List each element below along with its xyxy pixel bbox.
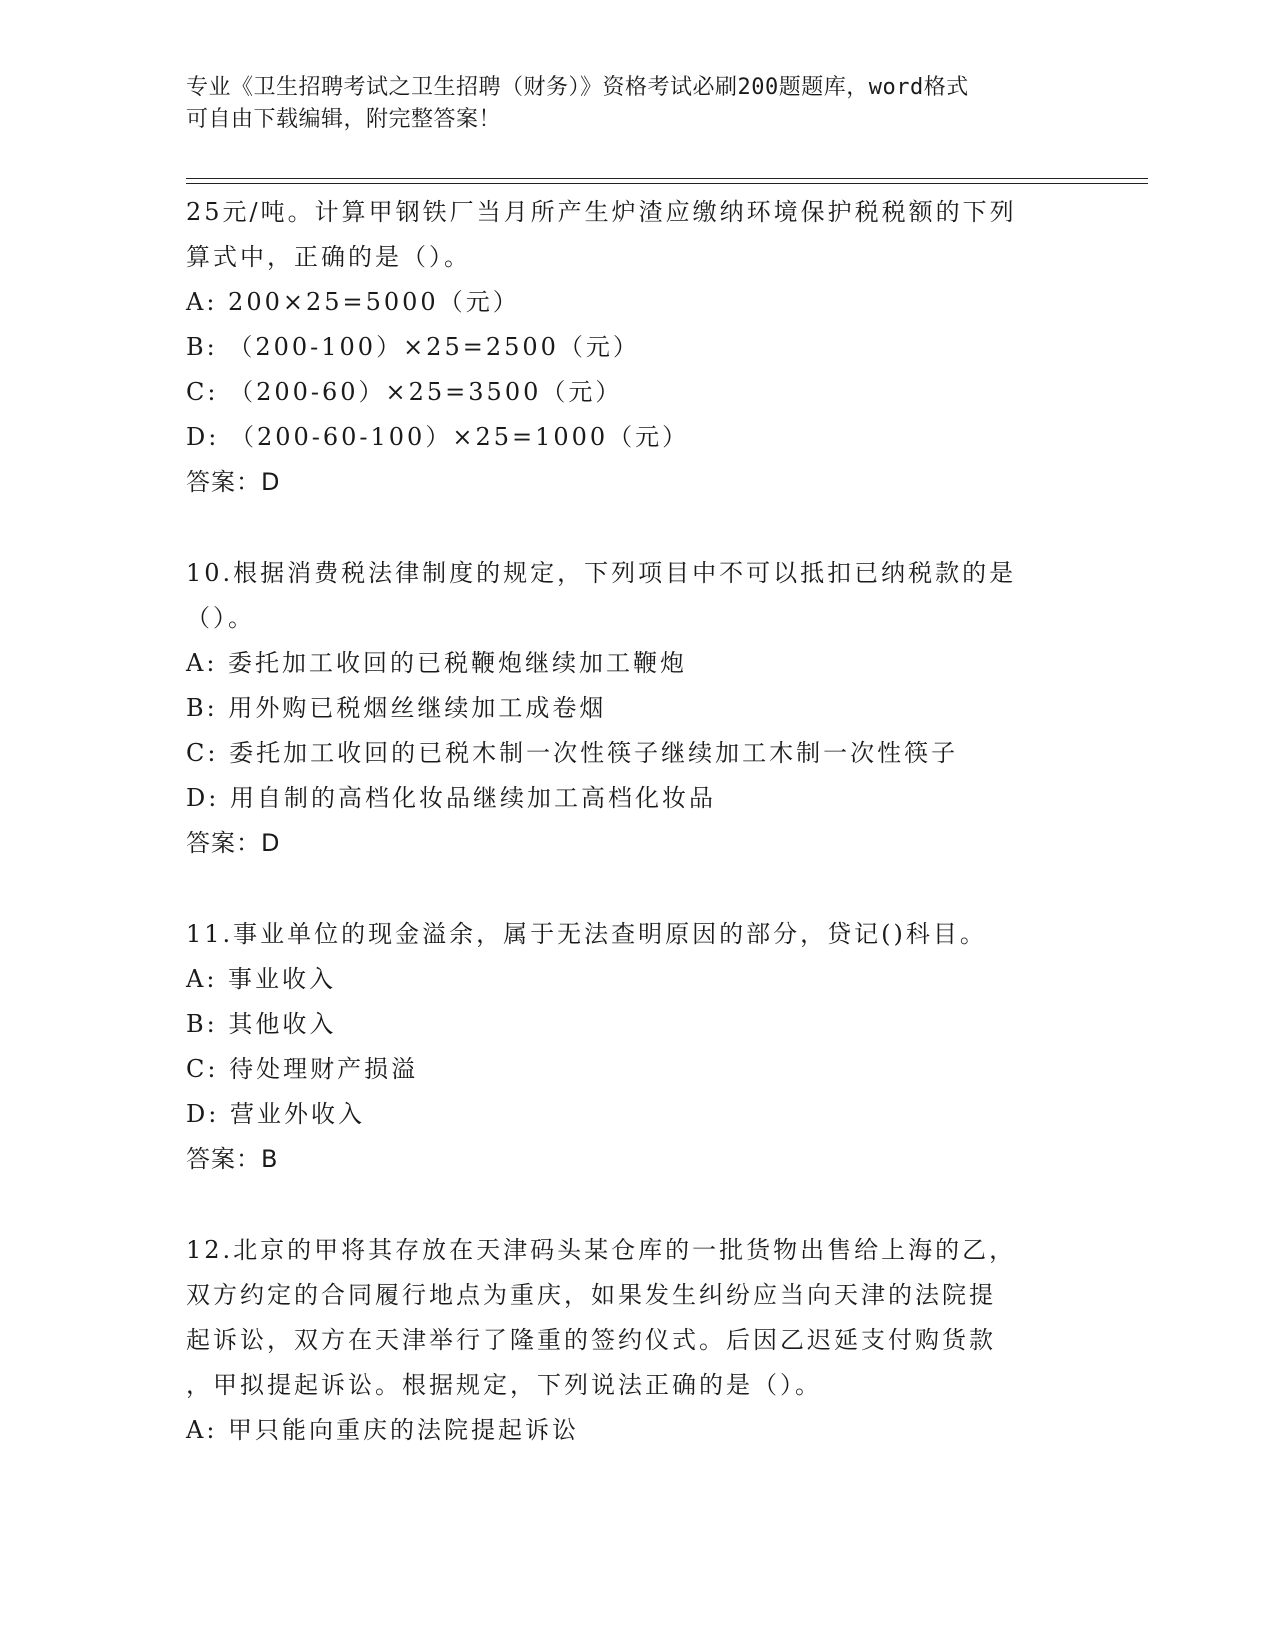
question-12 — [186, 1228, 1086, 1453]
option-c: C: 待处理财产损溢 — [186, 1055, 419, 1083]
answer: 答案：D — [186, 829, 281, 857]
question-text-line: 25元/吨。计算甲钢铁厂当月所产生炉渣应缴纳环境保护税税额的下列 — [186, 198, 1017, 226]
question-11 — [186, 912, 1086, 1182]
header-title-line-2: 可自由下载编辑，附完整答案！ — [186, 107, 502, 132]
question-text-line: 12.北京的甲将其存放在天津码头某仓库的一批货物出售给上海的乙， — [186, 1236, 1017, 1264]
option-c: C: 委托加工收回的已税木制一次性筷子继续加工木制一次性筷子 — [186, 739, 959, 767]
question-text-line: ，甲拟提起诉讼。根据规定，下列说法正确的是（）。 — [186, 1371, 822, 1399]
option-d: D: 营业外收入 — [186, 1100, 365, 1128]
option-d: D: （200-60-100）×25=1000（元） — [186, 423, 690, 451]
question-10 — [186, 551, 1086, 866]
question-text-line: 双方约定的合同履行地点为重庆，如果发生纠纷应当向天津的法院提 — [186, 1281, 996, 1309]
option-b: B: （200-100）×25=2500（元） — [186, 333, 640, 361]
question-9 — [186, 190, 1086, 505]
question-text-line: 算式中，正确的是（）。 — [186, 243, 471, 271]
option-a: A: 事业收入 — [186, 965, 337, 993]
option-d: D: 用自制的高档化妆品继续加工高档化妆品 — [186, 784, 716, 812]
option-b: B: 用外购已税烟丝继续加工成卷烟 — [186, 694, 607, 722]
option-a: A: 甲只能向重庆的法院提起诉讼 — [186, 1416, 580, 1444]
question-list — [186, 190, 1086, 1453]
question-text-line: 11.事业单位的现金溢余，属于无法查明原因的部分，贷记()科目。 — [186, 920, 987, 948]
answer: 答案：B — [186, 1145, 279, 1173]
option-a: A: 200×25=5000（元） — [186, 288, 520, 316]
question-text-line: （）。 — [186, 604, 255, 632]
header-divider-top — [186, 178, 1148, 179]
document-header — [186, 72, 1086, 136]
option-b: B: 其他收入 — [186, 1010, 337, 1038]
option-c: C: （200-60）×25=3500（元） — [186, 378, 623, 406]
answer: 答案：D — [186, 468, 281, 496]
option-a: A: 委托加工收回的已税鞭炮继续加工鞭炮 — [186, 649, 688, 677]
header-divider-bottom — [186, 183, 1148, 184]
question-text-line: 起诉讼，双方在天津举行了隆重的签约仪式。后因乙迟延支付购货款 — [186, 1326, 996, 1354]
question-text-line: 10.根据消费税法律制度的规定，下列项目中不可以抵扣已纳税款的是 — [186, 559, 1017, 587]
header-title-line-1: 专业《卫生招聘考试之卫生招聘（财务）》资格考试必刷200题题库，word格式 — [186, 75, 969, 100]
